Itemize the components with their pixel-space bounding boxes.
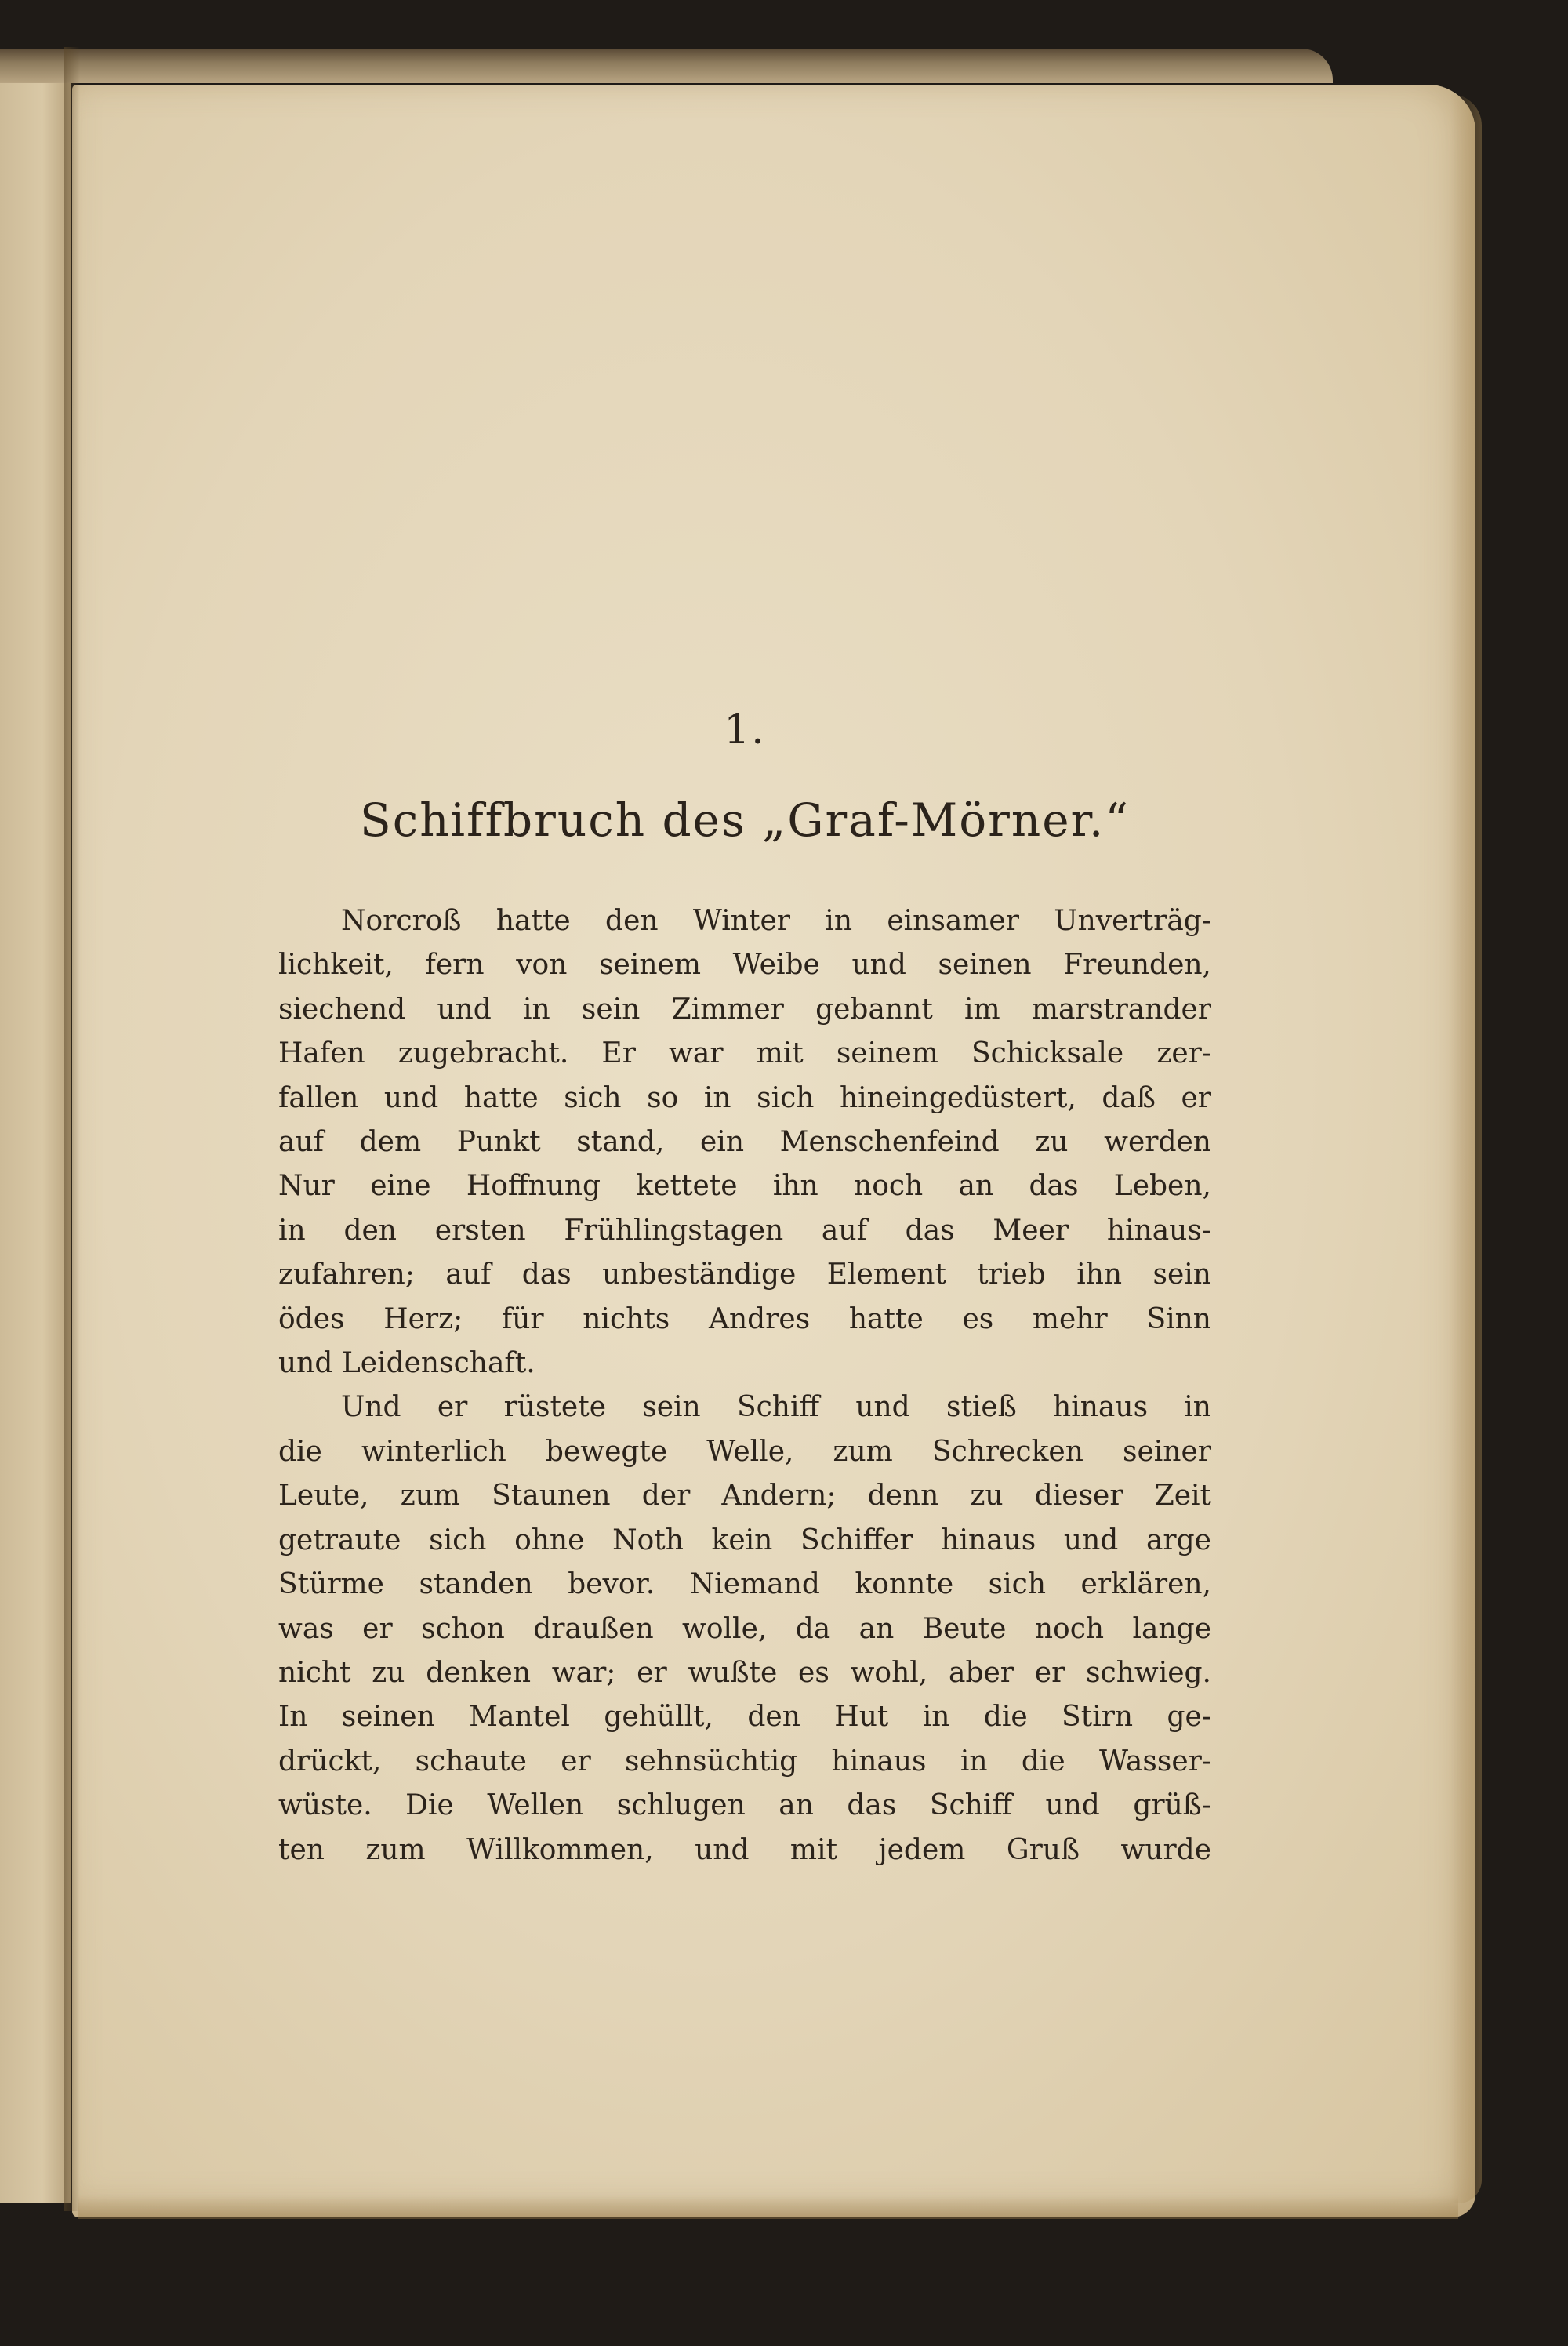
text-line: siechend und in sein Zimmer gebannt im marstrander xyxy=(278,993,1211,1026)
text-line: Und er rüstete sein Schiff und stieß hinaus in xyxy=(341,1391,1211,1424)
text-line: lichkeit, fern von seinem Weibe und seinen Freunden, xyxy=(278,949,1211,982)
paragraph-2 xyxy=(278,1385,1211,1872)
spine-shadow xyxy=(64,47,80,2211)
text-line: In seinen Mantel gehüllt, den Hut in die Stirn ge- xyxy=(278,1701,1211,1734)
left-page-edge xyxy=(0,55,71,2203)
book-binding-edge xyxy=(0,49,1333,83)
text-line: fallen und hatte sich so in sich hineingedüstert, daß er xyxy=(278,1081,1211,1114)
text-line: drückt, schaute er sehnsüchtig hinaus in die Wasser- xyxy=(278,1745,1211,1778)
text-line: ödes Herz; für nichts Andres hatte es mehr Sinn xyxy=(278,1302,1211,1335)
text-line: Hafen zugebracht. Er war mit seinem Schicksale zer- xyxy=(278,1037,1211,1070)
text-line: und Leidenschaft. xyxy=(278,1347,535,1380)
text-line: Norcroß hatte den Winter in einsamer Unverträg- xyxy=(341,905,1211,937)
text-line: Leute, zum Staunen der Andern; denn zu dieser Zeit xyxy=(278,1480,1211,1513)
text-line: Stürme standen bevor. Niemand konnte sich erklären, xyxy=(278,1568,1211,1601)
text-line: ten zum Willkommen, und mit jedem Gruß wurde xyxy=(278,1833,1211,1866)
text-line: getraute sich ohne Noth kein Schiffer hinaus und arge xyxy=(278,1523,1211,1556)
text-line: was er schon draußen wolle, da an Beute noch lange xyxy=(278,1612,1211,1645)
paragraph-1 xyxy=(278,899,1211,1385)
page-text xyxy=(278,706,1211,1872)
text-line: Nur eine Hoffnung kettete ihn noch an das Leben, xyxy=(278,1170,1211,1203)
page-edge-right xyxy=(1450,94,1482,2203)
text-line: wüste. Die Wellen schlugen an das Schiff und grüß- xyxy=(278,1789,1211,1822)
chapter-title: Schiffbruch des „Graf-Mörner.“ xyxy=(359,794,1131,847)
text-line: auf dem Punkt stand, ein Menschenfeind zu werden xyxy=(278,1126,1211,1159)
text-line: zufahren; auf das unbeständige Element trieb ihn sein xyxy=(278,1258,1211,1291)
text-line: die winterlich bewegte Welle, zum Schrecken seiner xyxy=(278,1435,1211,1468)
text-line: in den ersten Frühlingstagen auf das Meer hinaus- xyxy=(278,1214,1211,1247)
page-edge-bottom xyxy=(78,2195,1458,2219)
chapter-number: 1. xyxy=(724,706,766,754)
text-line: nicht zu denken war; er wußte es wohl, aber er schwieg. xyxy=(278,1656,1211,1689)
